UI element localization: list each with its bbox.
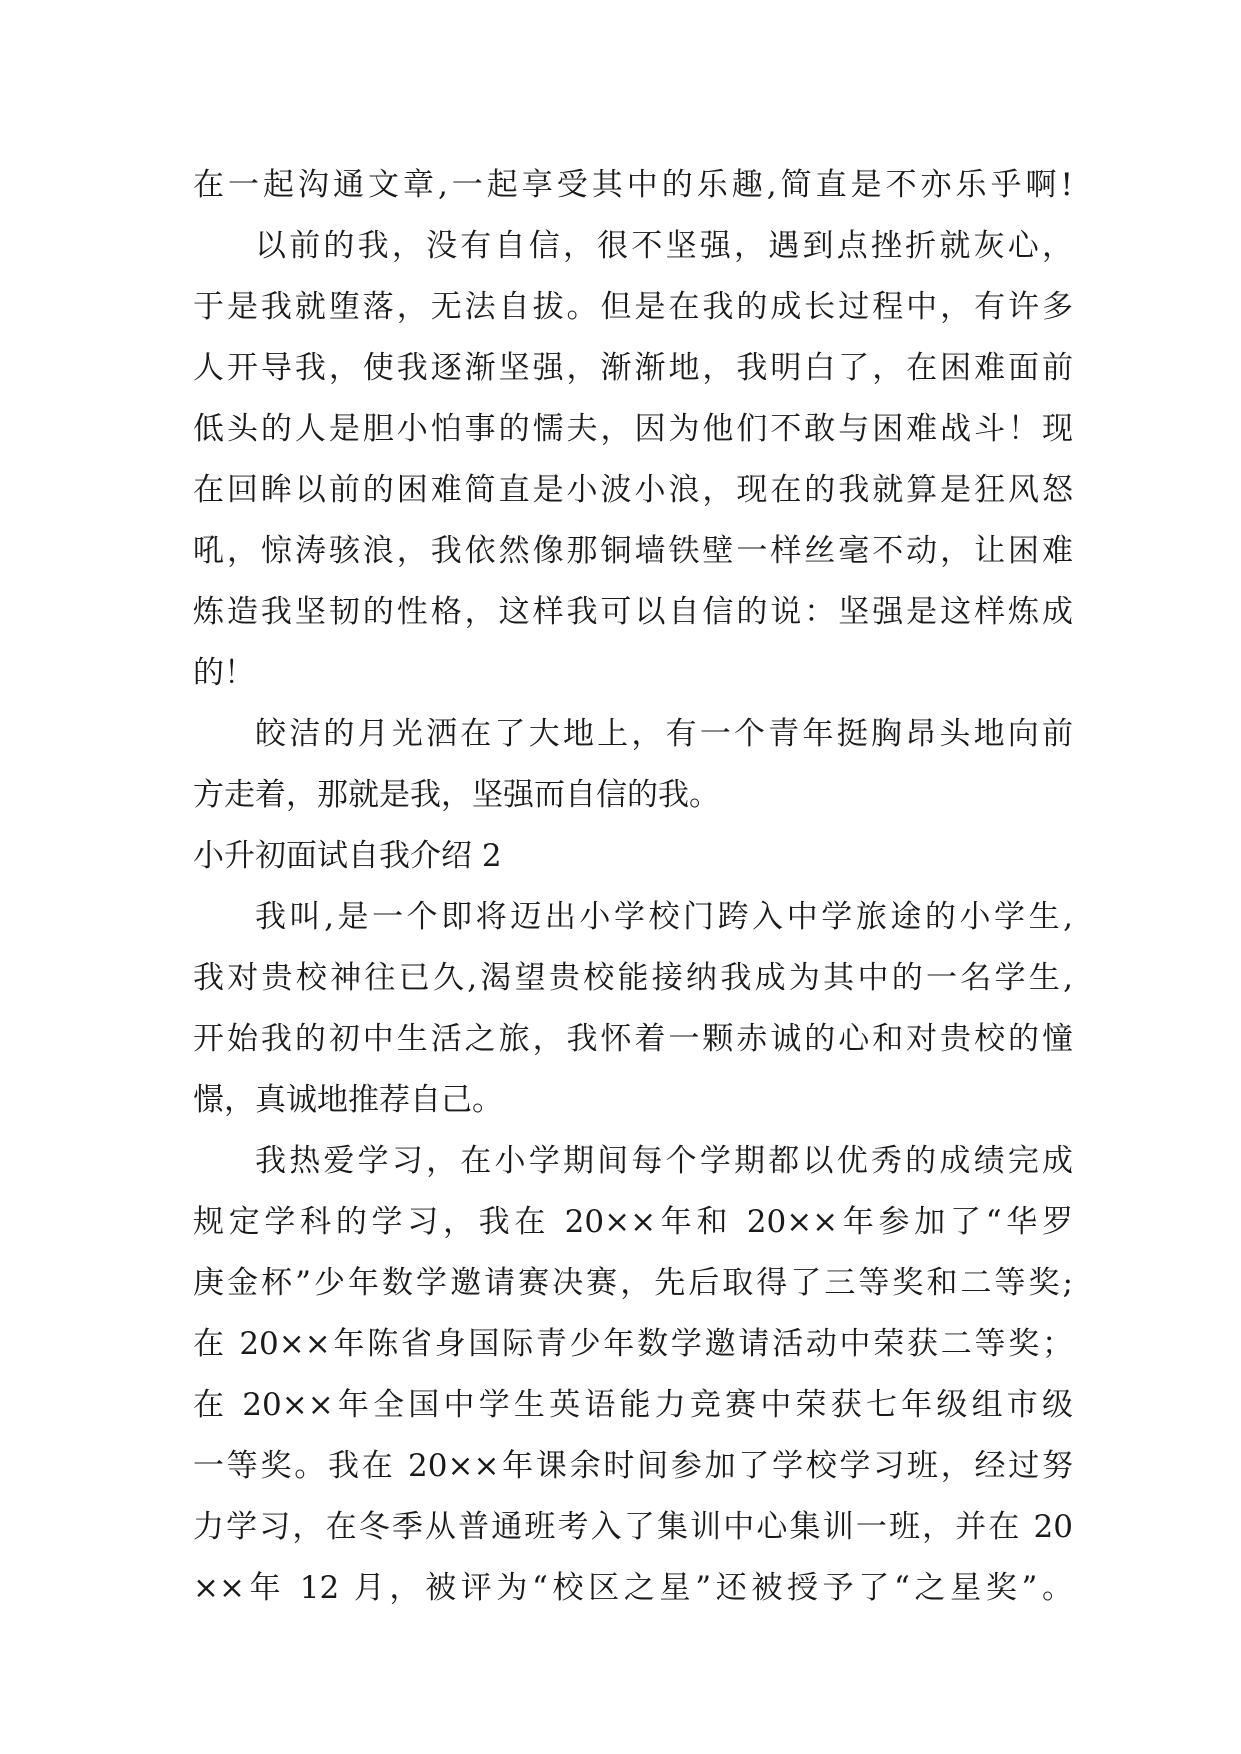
text-line: 一等奖。我在 20××年课余时间参加了学校学习班，经过努 (193, 1448, 1073, 1484)
text-line: ××年 12 月，被评为“校区之星”还被授予了“之星奖”。 (193, 1570, 1073, 1606)
text-line: 在 20××年全国中学生英语能力竞赛中荣获七年级组市级 (193, 1387, 1073, 1423)
text-line: 庚金杯”少年数学邀请赛决赛，先后取得了三等奖和二等奖; (193, 1265, 1073, 1301)
text-line: 的！ (193, 655, 255, 691)
text-line: 人开导我，使我逐渐坚强，渐渐地，我明白了，在困难面前 (193, 350, 1073, 386)
document-body (193, 155, 1073, 1619)
text-line: 憬，真诚地推荐自己。 (193, 1082, 503, 1118)
text-line: 我对贵校神往已久,渴望贵校能接纳我成为其中的一名学生, (193, 960, 1073, 996)
text-line: 于是我就堕落，无法自拔。但是在我的成长过程中，有许多 (193, 289, 1073, 325)
text-line: 吼，惊涛骇浪，我依然像那铜墙铁壁一样丝毫不动，让困难 (193, 533, 1073, 569)
text-line: 炼造我坚韧的性格，这样我可以自信的说：坚强是这样炼成 (193, 594, 1073, 630)
text-line: 在 20××年陈省身国际青少年数学邀请活动中荣获二等奖； (193, 1326, 1073, 1362)
text-line: 方走着，那就是我，坚强而自信的我。 (193, 777, 720, 813)
text-line: 皎洁的月光洒在了大地上，有一个青年挺胸昂头地向前 (255, 716, 1073, 752)
text-line: 在回眸以前的困难简直是小波小浪，现在的我就算是狂风怒 (193, 472, 1073, 508)
text-line: 在一起沟通文章,一起享受其中的乐趣,简直是不亦乐乎啊! (193, 167, 1073, 203)
text-line: 我叫,是一个即将迈出小学校门跨入中学旅途的小学生, (255, 899, 1073, 935)
text-line: 规定学科的学习，我在 20××年和 20××年参加了“华罗 (193, 1204, 1073, 1240)
text-line: 以前的我，没有自信，很不坚强，遇到点挫折就灰心， (255, 228, 1073, 264)
text-line: 低头的人是胆小怕事的懦夫，因为他们不敢与困难战斗！现 (193, 411, 1073, 447)
text-line: 我热爱学习，在小学期间每个学期都以优秀的成绩完成 (255, 1143, 1073, 1179)
text-line: 开始我的初中生活之旅，我怀着一颗赤诚的心和对贵校的憧 (193, 1021, 1073, 1057)
text-line: 力学习，在冬季从普通班考入了集训中心集训一班，并在 20 (193, 1509, 1073, 1545)
text-line: 小升初面试自我介绍 2 (193, 838, 502, 874)
